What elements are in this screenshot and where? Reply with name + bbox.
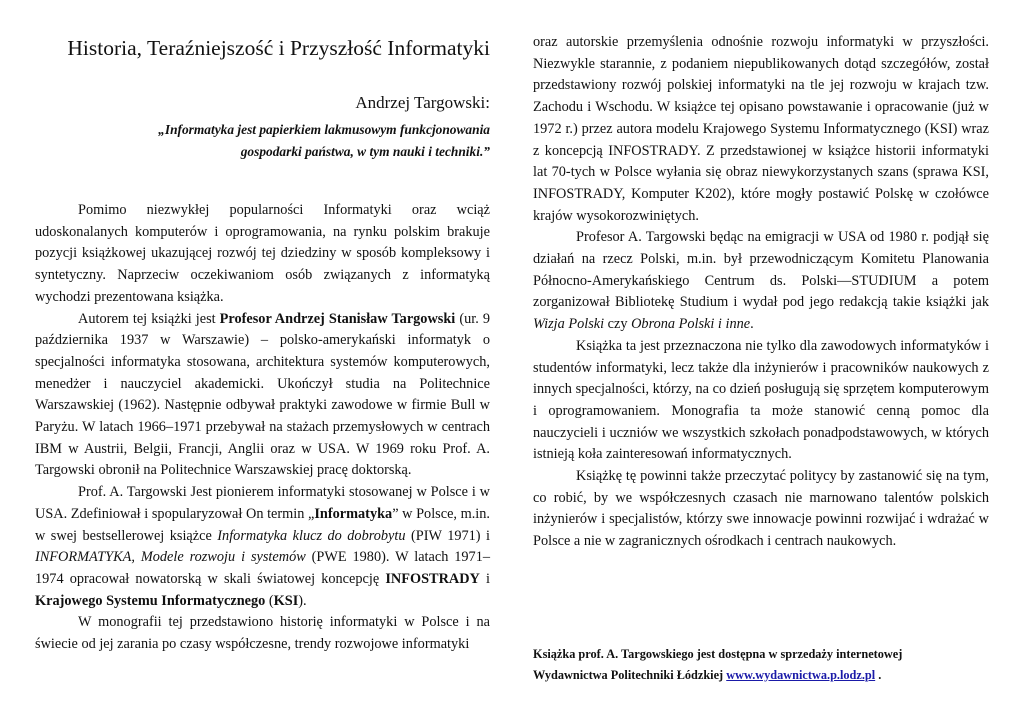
footer-line-1: Książka prof. A. Targowskiego jest dostępna w sprzedaży internetowej — [533, 647, 903, 661]
right-column-text — [533, 32, 989, 553]
author-name: Andrzej Targowski: — [355, 93, 490, 112]
paragraph-emigration: Profesor A. Targowski będąc na emigracji w USA od 1980 r. podjął się działań na rzecz Polski, m.in. był przewodniczącym Komitetu Planowania Północno-Amerykańskiego Centrum ds. Polski—STUDIUM a potem zorganizował Bibliotekę Studium i wydał pod jego redakcją takie książki jak Wizja Polski czy Obrona Polski i inne. — [533, 229, 989, 333]
footer-line-2: Wydawnictwa Politechniki Łódzkiej www.wydawnictwa.p.lodz.pl . — [533, 668, 882, 682]
quote-line-1: „Informatyka jest papierkiem lakmusowym funkcjonowania — [158, 122, 490, 137]
paragraph-pioneer: Prof. A. Targowski Jest pionierem informatyki stosowanej w Polsce i w USA. Zdefiniował i spopularyzował On termin „Informatyka” w Polsce, m.in. w swej bestsellerowej książce Informatyka klucz do dobrobytu (PIW 1971) i INFORMATYKA, Modele rozwoju i systemów (PWE 1980). W latach 1971–1974 opracował nowatorską w skali światowej koncepcję INFOSTRADY i Krajowego Systemu Informatycznego (KSI). — [35, 484, 491, 609]
author-quote — [35, 119, 490, 163]
document-title: Historia, Teraźniejszość i Przyszłość Informatyki — [67, 36, 490, 60]
author-full-name: Profesor Andrzej Stanisław Targowski — [219, 310, 456, 327]
paragraph-monograph-continued: oraz autorskie przemyślenia odnośnie rozwoju informatyki w przyszłości. Niezwykle starannie, z podaniem niepublikowanych dotąd szczegółów, został przedstawiony rozwój polskiej informatyki na tle jej rozwoju w krajach tzw. Zachodu i Wschodu. W książce tej opisano powstawanie i opracowanie (już w 1972 r.) przez autora modelu Krajowego Systemu Informatycznego (KSI) wraz z koncepcją INFOSTRADY. Z przedstawionej w książce historii informatyki lat 70-tych w Polsce wyłania się obraz niewykorzystanych szans (sprawa KSI, INFOSTRADY, Komputer K202), które mogły postawić Polskę w czołówce krajów wysokorozwiniętych. — [533, 34, 989, 224]
paragraph-author-bio: Autorem tej książki jest Profesor Andrzej Stanisław Targowski (ur. 9 października 1937 w Warszawie) – polsko-amerykański informatyk o specjalności informatyka stosowana, architektura systemów komputerowych, menedżer i nauczyciel akademicki. Ukończył studia na Politechnice Warszawskiej (1962). Następnie odbywał praktyki zawodowe w firmie Bull w Paryżu. W latach 1966–1971 przebywał na stażach przemysłowych w centrach IBM w Austrii, Belgii, Francji, Anglii oraz w USA. W 1969 roku Prof. A. Targowski obronił na Politechnice Warszawskiej pracę doktorską. — [35, 310, 490, 479]
quote-line-2: gospodarki państwa, w tym nauki i techniki.” — [240, 144, 490, 159]
paragraph-politicians: Książkę tę powinni także przeczytać politycy by zastanowić się na tym, co robić, by we współczesnych czasach nie marnowano talentów polskich inżynierów i specjalistów, którzy swe innowacje powinni rozwijać i wdrażać w Polsce a nie w zagranicznych ośrodkach i centrach naukowych. — [533, 468, 989, 550]
publisher-link[interactable]: www.wydawnictwa.p.lodz.pl — [726, 668, 876, 682]
availability-note — [533, 644, 993, 686]
paragraph-intro: Pomimo niezwykłej popularności Informatyki oraz wciąż udoskonalanych komputerów i oprogramowania, na rynku polskim brakuje pozycji książkowej ukazującej rozwój tej dziedziny w sposób kompleksowy i syntetyczny. Naprzeciw oczekiwaniom osób związanych z informatyką wychodzi prezentowana książka. — [35, 202, 490, 305]
paragraph-monograph: W monografii tej przedstawiono historię informatyki w Polsce i na świecie od jej zarania po czasy współczesne, trendy rozwojowe informatyki — [35, 614, 490, 653]
paragraph-audience: Książka ta jest przeznaczona nie tylko dla zawodowych informatyków i studentów informatyki, lecz także dla inżynierów i pracowników naukowych z innych specjalności, którzy, na co dzień posługują się sprzętem komputerowym i oprogramowaniem. Monografia ta może stanowić cenną pomoc dla nauczycieli i uczniów we wszystkich szkołach ponadpodstawowych, w których istnieją koła zainteresowań informatycznych. — [533, 337, 989, 463]
left-column-text — [35, 200, 490, 656]
